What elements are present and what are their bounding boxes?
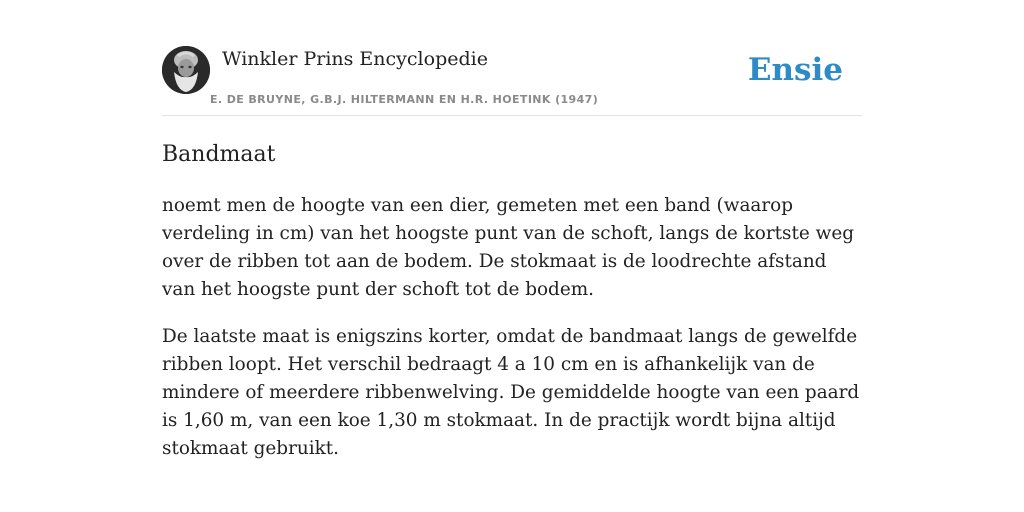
brand-logo[interactable]: Ensie	[747, 52, 843, 88]
bearded-man-portrait-icon	[162, 46, 210, 94]
authors-credit: E. DE BRUYNE, G.B.J. HILTERMANN EN H.R. HOETINK (1947)	[210, 93, 599, 106]
article-paragraph: noemt men de hoogte van een dier, gemeten met een band (waarop verdeling in cm) van het hoogste punt van de schoft, langs de kortste weg over de ribben tot aan de bodem. De stokmaat is de loodrechte afstand van het hoogste punt der schoft tot de bodem.	[162, 195, 854, 300]
article-title: Bandmaat	[162, 142, 276, 167]
site-title[interactable]: Winkler Prins Encyclopedie	[222, 48, 488, 70]
article-body	[162, 192, 862, 482]
site-header	[162, 46, 862, 116]
author-avatar[interactable]	[162, 46, 210, 94]
article-paragraph: De laatste maat is enigszins korter, omdat de bandmaat langs de gewelfde ribben loopt. Het verschil bedraagt 4 a 10 cm en is afhankelijk van de mindere of meerdere ribbenwelving. De gemiddelde hoogte van een paard is 1,60 m, van een koe 1,30 m stokmaat. In de practijk wordt bijna altijd stokmaat gebruikt.	[162, 326, 860, 459]
